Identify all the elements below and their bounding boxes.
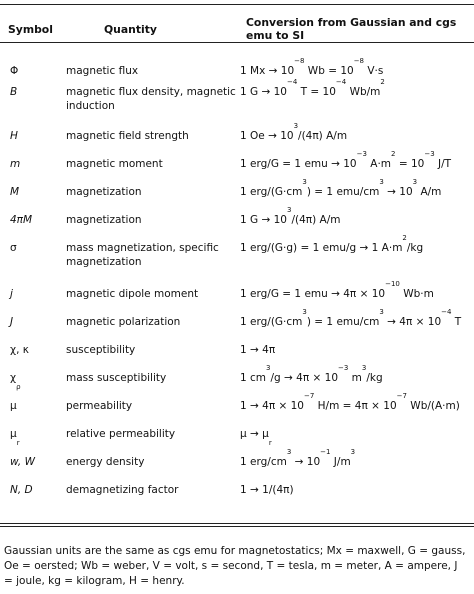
bottom-rule-second: [0, 526, 474, 527]
header-symbol: Symbol: [8, 22, 53, 36]
row-quantity: permeability: [66, 400, 133, 412]
row-symbol: Φ: [10, 65, 19, 77]
table-row: [0, 85, 474, 129]
row-conversion: 1 $Oe \to 10^3/(4\pi)$ A/m: [240, 122, 348, 142]
table-row: [0, 241, 474, 287]
footnote: Gaussian units are the same as cgs emu for magnetostatics; Mx = maxwell, G = gauss, Oe = oersted; Wb = weber, V = volt, s = second, T = tesla, m = meter, A = ampere, J = joule, kg = kilogram, H = henry.: [4, 545, 466, 587]
row-quantity: magnetic flux: [66, 65, 139, 77]
row-quantity: susceptibility: [66, 344, 136, 356]
row-symbol: m: [10, 158, 21, 170]
row-symbol: 4πM: [10, 214, 33, 226]
row-conversion: $\mu \to \mu_r$: [240, 428, 272, 447]
row-quantity: magnetic dipole moment: [66, 288, 199, 300]
units-table: [0, 6, 474, 511]
row-symbol: N, D: [10, 484, 33, 496]
row-quantity: magnetic polarization: [66, 316, 181, 328]
row-symbol: χ, κ: [10, 344, 29, 356]
top-rule: [0, 4, 474, 5]
row-symbol: μ: [10, 400, 17, 412]
row-symbol: σ: [10, 242, 17, 254]
table-row: [0, 455, 474, 483]
row-quantity: mass magnetization, specific magnetization: [66, 242, 219, 268]
table-row: [0, 399, 474, 427]
row-conversion: 1 erg/$(G\cdot cm^3) = 1$ emu/$cm^3 \to 10^3$ A/m: [240, 178, 442, 198]
row-conversion: 1 erg/(G·g) = 1 emu/g → 1 $A\cdot m^2/kg$: [240, 234, 424, 254]
row-quantity: energy density: [66, 456, 145, 468]
row-quantity: magnetic moment: [66, 158, 163, 170]
row-conversion: 1 $G \to 10^{-4}$ $T = 10^{-4}$ $Wb/m^2$: [240, 78, 385, 98]
row-symbol: H: [10, 130, 18, 142]
row-conversion: $1 \to 4\pi \times 10^{-7}$ $H/m = 4\pi \times 10^{-7}$ Wb/(A·m): [240, 392, 460, 412]
row-quantity: magnetization: [66, 186, 142, 198]
table-row: [0, 427, 474, 455]
row-symbol: w, W: [10, 456, 35, 468]
row-conversion: 1 erg/$cm^3 \to 10^{-1}$ $J/m^3$: [240, 448, 356, 468]
row-conversion: 1 $G \to 10^3/(4\pi)$ A/m: [240, 206, 341, 226]
row-quantity: magnetization: [66, 214, 142, 226]
row-symbol: $\chi_\rho$: [10, 372, 21, 391]
row-quantity: relative permeability: [66, 428, 176, 440]
table-row: [0, 157, 474, 185]
header-conversion: Conversion from Gaussian and cgs emu to SI: [246, 16, 457, 42]
table-row: [0, 54, 474, 85]
row-quantity: magnetic field strength: [66, 130, 189, 142]
row-conversion: 1 erg/G = 1 emu → $4\pi \times 10^{-10}$ Wb·m: [240, 280, 434, 300]
bottom-rule: [0, 523, 474, 524]
table-body: [0, 54, 474, 511]
table-row: [0, 185, 474, 213]
table-row: [0, 483, 474, 511]
row-symbol: $\mu_r$: [10, 428, 20, 447]
row-conversion: 1 $Mx \to 10^{-8}$ $Wb = 10^{-8}$ V·s: [240, 57, 384, 77]
row-conversion: 1 $cm^3/g \to 4\pi \times 10^{-3}$ $m^3/kg$: [240, 364, 383, 384]
table-row: [0, 129, 474, 157]
row-conversion: 1 → 1/(4π): [240, 484, 294, 496]
row-symbol: B: [10, 86, 18, 98]
table-header-row: [0, 6, 474, 54]
row-quantity: magnetic flux density, magnetic induction: [66, 86, 236, 112]
row-symbol: M: [10, 186, 20, 198]
row-quantity: mass susceptibility: [66, 372, 167, 384]
row-symbol: j: [10, 288, 13, 300]
row-conversion: 1 erg/G = 1 emu → $10^{-3}$ $A\cdot m^2 = 10^{-3}$ J/T: [240, 150, 452, 170]
table-row: [0, 315, 474, 343]
row-conversion: 1 → 4π: [240, 344, 276, 356]
row-symbol: J: [10, 316, 14, 328]
row-conversion: 1 erg/$(G\cdot cm^3) = 1$ emu/$cm^3 \to 4\pi \times 10^{-4}$ T: [240, 308, 462, 328]
table-row: [0, 287, 474, 315]
row-quantity: demagnetizing factor: [66, 484, 179, 496]
header-quantity: Quantity: [104, 22, 157, 36]
table-row: [0, 343, 474, 371]
